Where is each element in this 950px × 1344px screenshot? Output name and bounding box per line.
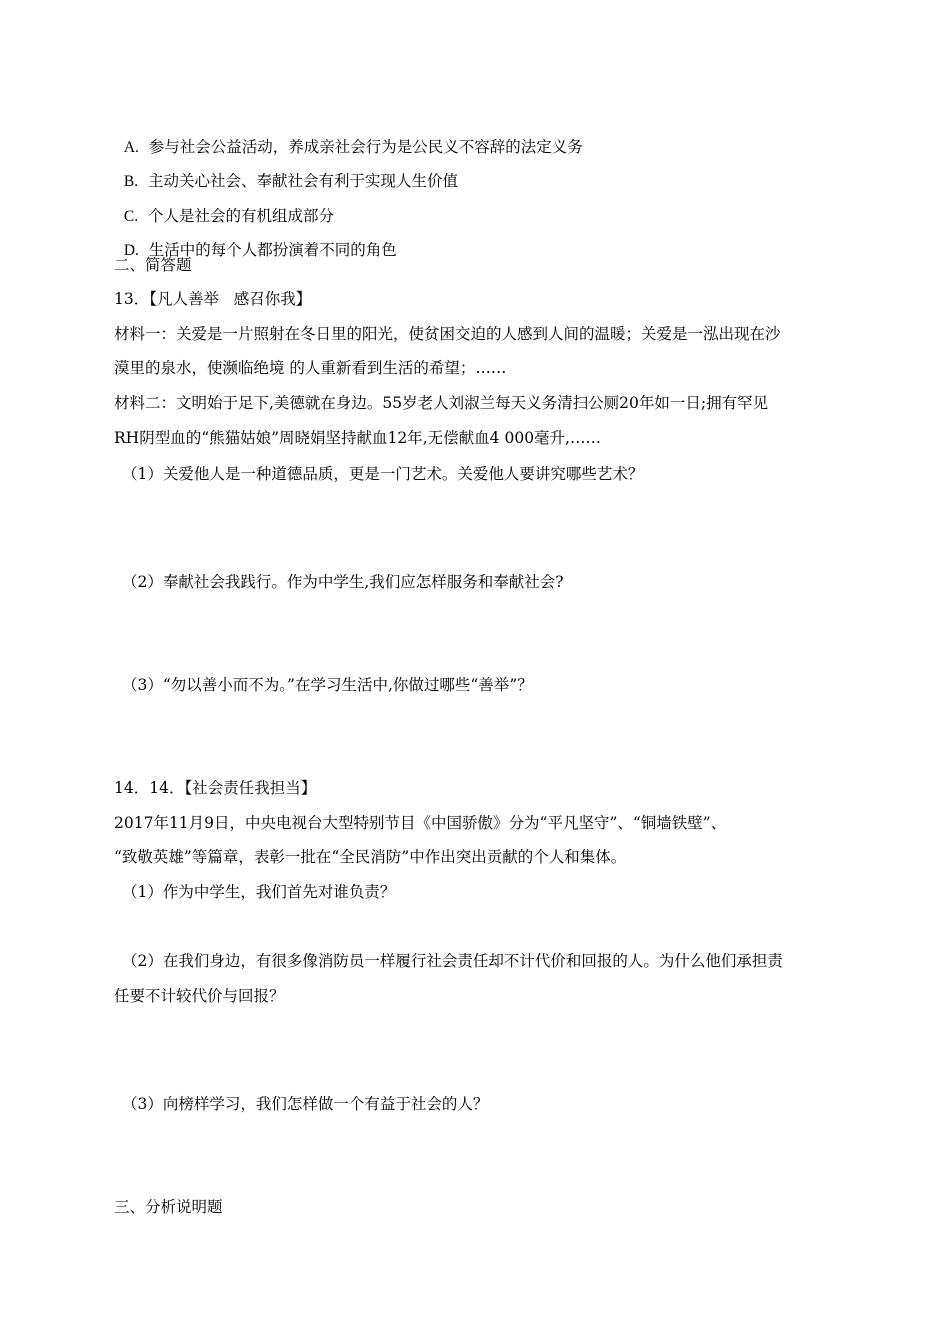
option-letter: C. bbox=[123, 208, 139, 225]
material-2-line: 材料二：文明始于足下,美德就在身边。55岁老人刘淑兰每天义务清扫公厕20年如一日;拥有罕见 bbox=[114, 394, 769, 412]
option-text: 个人是社会的有机组成部分 bbox=[147, 207, 334, 225]
sub-question: （2）奉献社会我践行。作为中学生,我们应怎样服务和奉献社会? bbox=[122, 573, 564, 591]
section-title: 二、简答题 bbox=[114, 256, 192, 274]
intro-line: 2017年11月9日，中央电视台大型特别节目《中国骄傲》分为“平凡坚守”、“铜墙铁壁”、 bbox=[114, 814, 727, 832]
option-letter: B. bbox=[123, 173, 139, 190]
sub-question: （2）在我们身边，有很多像消防员一样履行社会责任却不计代价和回报的人。为什么他们承担责 bbox=[122, 952, 783, 970]
sub-question: （1）作为中学生，我们首先对谁负责？ bbox=[122, 883, 396, 901]
material-2-line: RH阴型血的“熊猫姑娘”周晓娟坚持献血12年,无偿献血4 000毫升,…… bbox=[114, 429, 601, 447]
option-text: 生活中的每个人都扮演着不同的角色 bbox=[148, 241, 397, 259]
sub-question: 任要不计较代价与回报？ bbox=[114, 987, 285, 1005]
material-1-line: 漠里的泉水，使濒临绝境 的人重新看到生活的希望；…… bbox=[114, 359, 507, 377]
option-letter: D. bbox=[123, 242, 139, 259]
question-13-title: 13．【凡人善举 感召你我】 bbox=[114, 290, 312, 308]
section-title: 三、分析说明题 bbox=[114, 1198, 223, 1216]
sub-question: （3）向榜样学习，我们怎样做一个有益于社会的人？ bbox=[122, 1095, 489, 1113]
option-text: 主动关心社会、奉献社会有利于实现人生价值 bbox=[147, 172, 458, 190]
material-1-line: 材料一：关爱是一片照射在冬日里的阳光，使贫困交迫的人感到人间的温暖；关爱是一泓出现在沙 bbox=[114, 325, 781, 343]
sub-question: （1）关爱他人是一种道德品质，更是一门艺术。关爱他人要讲究哪些艺术？ bbox=[122, 465, 644, 483]
sub-question: （3）“勿以善小而不为。”在学习生活中,你做过哪些“善举”？ bbox=[122, 676, 533, 694]
intro-line: “致敬英雄”等篇章，表彰一批在“全民消防”中作出突出贡献的个人和集体。 bbox=[114, 848, 627, 866]
option-letter: A. bbox=[123, 139, 139, 156]
question-14-title: 14．14．【社会责任我担当】 bbox=[114, 779, 317, 797]
option-text: 参与社会公益活动，养成亲社会行为是公民义不容辞的法定义务 bbox=[148, 138, 583, 156]
